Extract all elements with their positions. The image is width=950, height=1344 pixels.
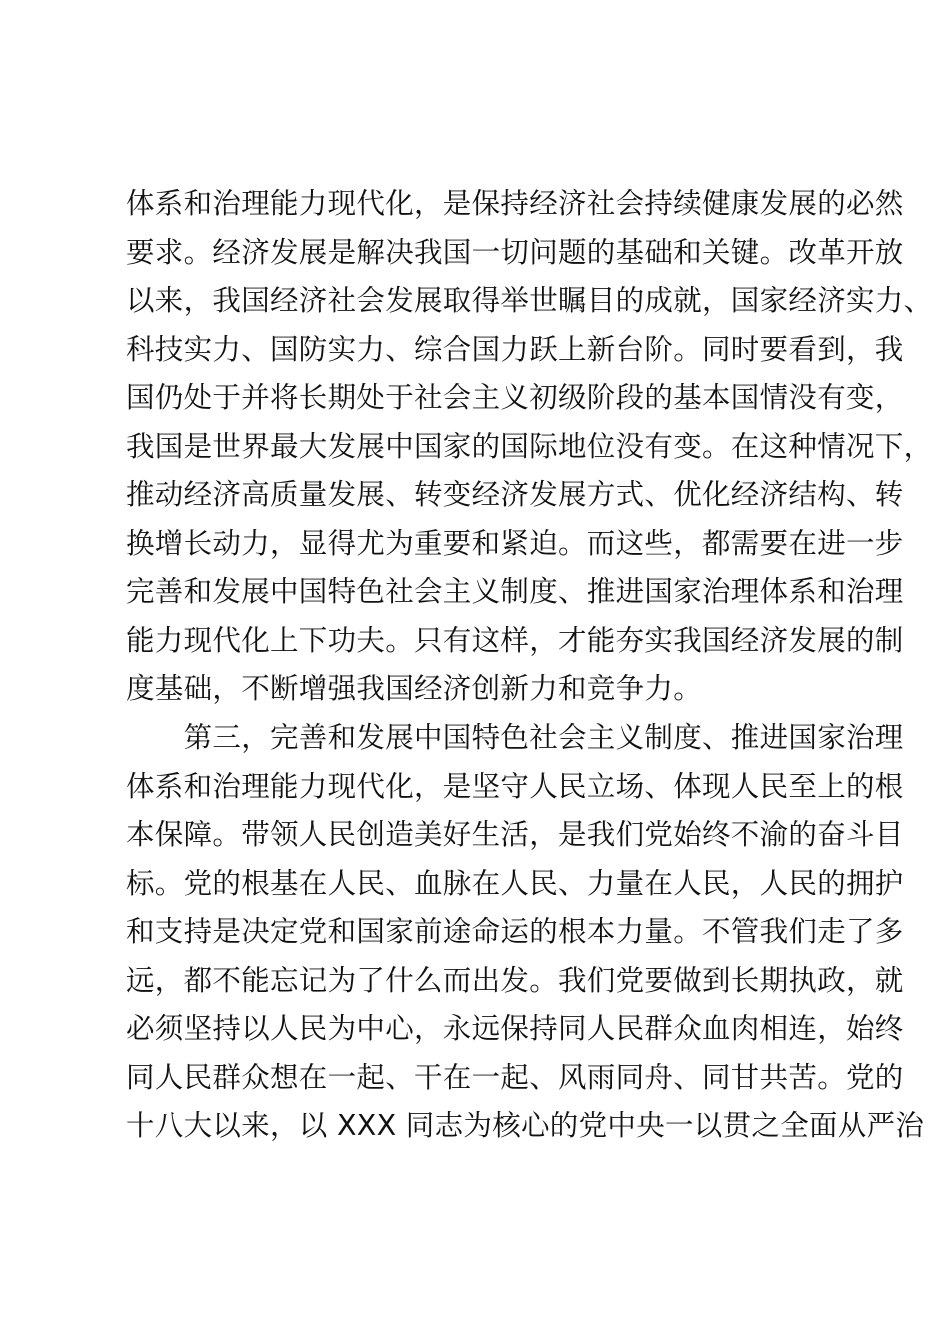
text-line: 完善和发展中国特色社会主义制度、推进国家治理体系和治理 — [126, 575, 904, 609]
text-line: 体系和治理能力现代化，是保持经济社会持续健康发展的必然 — [126, 187, 904, 220]
body-text — [126, 180, 933, 1151]
text-line: 本保障。带领人民创造美好生活，是我们党始终不渝的奋斗目 — [126, 818, 904, 852]
text-line: 和支持是决定党和国家前途命运的根本力量。不管我们走了多 — [126, 915, 904, 949]
text-line: 体系和治理能力现代化，是坚守人民立场、体现人民至上的根 — [126, 769, 904, 803]
text-line: 必须坚持以人民为中心，永远保持同人民群众血肉相连，始终 — [126, 1012, 904, 1046]
paragraph-start-line: 第三，完善和发展中国特色社会主义制度、推进国家治理 — [126, 721, 904, 755]
text-line: 换增长动力，显得尤为重要和紧迫。而这些，都需要在进一步 — [126, 526, 904, 560]
text-line: 要求。经济发展是解决我国一切问题的基础和关键。改革开放 — [126, 235, 904, 269]
text-line: 国仍处于并将长期处于社会主义初级阶段的基本国情没有变， — [126, 381, 904, 415]
text-line: 推动经济高质量发展、转变经济发展方式、优化经济结构、转 — [126, 478, 904, 512]
text-line: 同人民群众想在一起、干在一起、风雨同舟、同甘共苦。党的 — [126, 1060, 904, 1094]
text-line: 科技实力、国防实力、综合国力跃上新台阶。同时要看到，我 — [126, 332, 904, 366]
text-line: 以来，我国经济社会发展取得举世瞩目的成就，国家经济实力、 — [126, 284, 933, 318]
text-line: 远，都不能忘记为了什么而出发。我们党要做到长期执政，就 — [126, 963, 904, 997]
text-line: 度基础，不断增强我国经济创新力和竞争力。 — [126, 672, 703, 706]
text-line: 我国是世界最大发展中国家的国际地位没有变。在这种情况下， — [126, 429, 933, 463]
text-line: 标。党的根基在人民、血脉在人民、力量在人民，人民的拥护 — [126, 866, 904, 900]
text-line: 能力现代化上下功夫。只有这样，才能夯实我国经济发展的制 — [126, 623, 904, 657]
text-line: 十八大以来，以 XXX 同志为核心的党中央一以贯之全面从严治 — [126, 1109, 925, 1143]
